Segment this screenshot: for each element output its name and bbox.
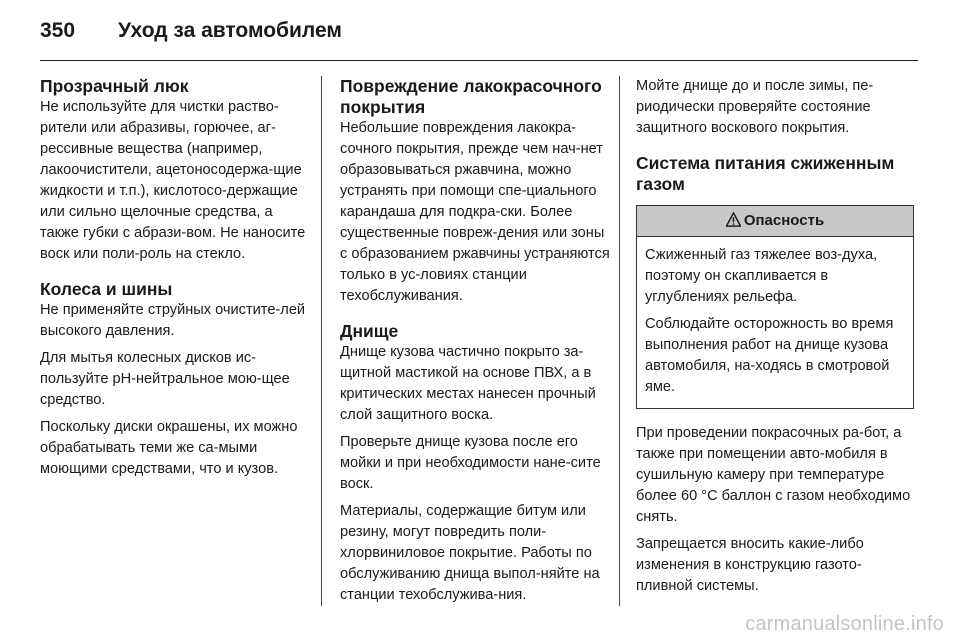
paragraph: Не используйте для чистки раство-рители или абразивы, горючее, аг-рессивные вещества (например, лакоочистители, ацетоносодержа-щие жидкости и т.п.), кислотосо-держащие или сильно щелочные средства, а также губки с абрази-вом. Не наносите воск или поли-роль на стекло. bbox=[40, 99, 306, 262]
danger-body bbox=[637, 237, 913, 408]
column-right bbox=[636, 76, 914, 603]
paragraph: Не применяйте струйных очистите-лей высокого давления. bbox=[40, 302, 306, 339]
paragraph: Запрещается вносить какие-либо изменения в конструкцию газото-пливной системы. bbox=[636, 536, 864, 594]
paragraph: Сжиженный газ тяжелее воз-духа, поэтому он скапливается в углублениях рельефа. bbox=[645, 247, 878, 305]
paragraph: Днище кузова частично покрыто за-щитной мастикой на основе ПВХ, а в критических местах нанесен прочный слой защитного воска. bbox=[340, 344, 596, 423]
paragraph: Небольшие повреждения лакокра-сочного покрытия, прежде чем нач-нет образовываться ржавчина, можно устранять при помощи спе-циального карандаша для подкра-ски. Более существенные повреж-дения или зоны с образованием ржавчины устраняются только в ус-ловиях станции техобслуживания. bbox=[340, 120, 610, 304]
chapter-title: Уход за автомобилем bbox=[118, 19, 342, 42]
paragraph: Проверьте днище кузова после его мойки и при необходимости нане-сите воск. bbox=[340, 434, 601, 492]
column-divider bbox=[321, 76, 322, 606]
paragraph: При проведении покрасочных ра-бот, а также при помещении авто-мобиля в сушильную камеру при температуре более 60 °C баллон с газом необходимо снять. bbox=[636, 425, 911, 525]
warning-triangle-icon bbox=[726, 212, 741, 227]
page-header bbox=[40, 14, 920, 54]
paragraph: Поскольку диски окрашены, их можно обрабатывать теми же са-мыми моющими средствами, что и кузов. bbox=[40, 419, 298, 477]
paragraph: Мойте днище до и после зимы, пе-риодически проверяйте состояние защитного воскового покрытия. bbox=[636, 78, 874, 136]
column-divider bbox=[619, 76, 620, 606]
column-middle bbox=[340, 76, 614, 612]
section-title-paint-damage: Повреждение лакокрасочного покрытия bbox=[340, 76, 602, 117]
danger-header bbox=[637, 206, 913, 237]
column-left bbox=[40, 76, 314, 486]
danger-label: Опасность bbox=[743, 212, 825, 229]
section-title-lpg-system: Система питания сжиженным газом bbox=[636, 153, 895, 194]
page-number: 350 bbox=[40, 19, 76, 42]
paragraph: Соблюдайте осторожность во время выполнения работ на днище кузова автомобиля, на-ходясь в смотровой яме. bbox=[645, 316, 894, 395]
section-title-underbody: Днище bbox=[340, 321, 399, 341]
danger-notice bbox=[636, 205, 914, 409]
section-title-wheels: Колеса и шины bbox=[40, 279, 173, 299]
section-title-sunroof: Прозрачный люк bbox=[40, 76, 189, 96]
watermark: carmanualsonline.info bbox=[745, 613, 944, 635]
paragraph: Материалы, содержащие битум или резину, могут повредить поли-хлорвиниловое покрытие. Работы по обслуживанию днища выпол-няйте на станции техобслужива-ния. bbox=[340, 503, 600, 603]
header-divider bbox=[40, 60, 918, 61]
paragraph: Для мытья колесных дисков ис-пользуйте pH-нейтральное мою-щее средство. bbox=[40, 350, 290, 408]
